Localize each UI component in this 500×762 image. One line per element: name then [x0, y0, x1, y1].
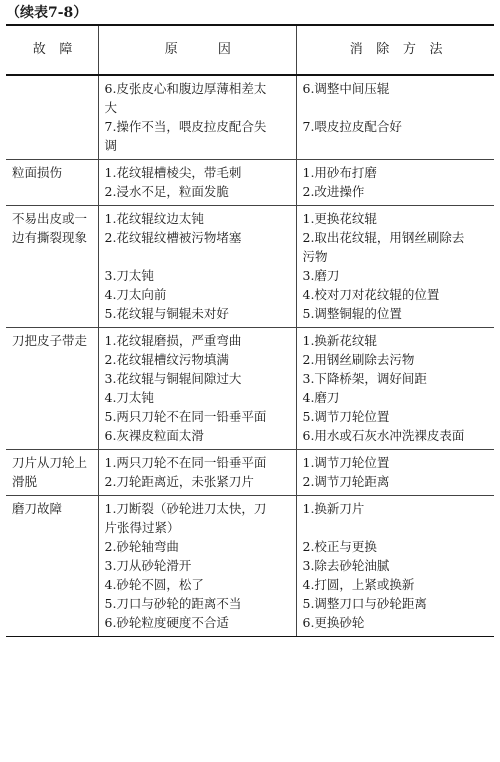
- fault-cell: 刀把皮子带走: [6, 328, 98, 450]
- remedy-item-line: 1.更换花纹辊: [302, 211, 377, 226]
- cause-item-line: 2.花纹辊纹槽被污物堵塞: [104, 230, 242, 245]
- cause-item-line: 3.刀从砂轮滑开: [104, 558, 192, 573]
- cause-item-line: 6.灰裸皮粒面太滑: [104, 428, 204, 443]
- remedy-cell: [296, 328, 494, 450]
- cause-item-line: 4.砂轮不圆，松了: [104, 577, 204, 592]
- fault-table-body: [6, 75, 494, 637]
- remedy-item-line: 2.改进操作: [302, 184, 365, 199]
- remedy-cell: [296, 450, 494, 496]
- cause-item-line: 1.花纹辊磨损，严重弯曲: [104, 333, 242, 348]
- remedy-item-line: 6.调整中间压辊: [302, 81, 390, 96]
- header-cause: 原 因: [98, 25, 296, 75]
- cause-item-line: 片张得过紧）: [104, 520, 180, 535]
- remedy-item-line: 4.校对刀对花纹辊的位置: [302, 287, 440, 302]
- cause-item-line: 1.刀断裂（砂轮进刀太快，刀: [104, 501, 267, 516]
- header-fault: 故 障: [6, 25, 98, 75]
- remedy-item-line: 5.调整铜辊的位置: [302, 306, 402, 321]
- cause-item-line: 2.刀轮距离近，未张紧刀片: [104, 474, 254, 489]
- remedy-item-line: 1.换新刀片: [302, 501, 365, 516]
- cause-item-line: 1.花纹辊槽棱尖，带毛刺: [104, 165, 242, 180]
- remedy-item-line: 5.调节刀轮位置: [302, 409, 390, 424]
- cause-cell: [98, 328, 296, 450]
- table-row: [6, 328, 494, 450]
- header-remedy: 消 除 方 法: [296, 25, 494, 75]
- cause-item-line: 调: [104, 138, 118, 153]
- remedy-item-line: 1.调节刀轮位置: [302, 455, 390, 470]
- cause-item-line: 2.花纹辊槽纹污物填满: [104, 352, 229, 367]
- fault-cell: 磨刀故障: [6, 496, 98, 637]
- remedy-item-line: 2.调节刀轮距离: [302, 474, 390, 489]
- table-row: [6, 450, 494, 496]
- remedy-item-line: 污物: [302, 249, 328, 264]
- cause-item-line: 2.浸水不足，粒面发脆: [104, 184, 229, 199]
- remedy-item-line: 1.换新花纹辊: [302, 333, 377, 348]
- remedy-item-line: 3.除去砂轮油腻: [302, 558, 390, 573]
- remedy-cell: [296, 160, 494, 206]
- cause-item-line: 6.砂轮粒度硬度不合适: [104, 615, 229, 630]
- cause-item-line: 1.两只刀轮不在同一铅垂平面: [104, 455, 267, 470]
- cause-cell: [98, 75, 296, 160]
- remedy-item-line: 2.用钢丝刷除去污物: [302, 352, 415, 367]
- remedy-cell: [296, 206, 494, 328]
- remedy-spacer: [303, 98, 491, 117]
- remedy-item-line: 6.用水或石灰水冲洗裸皮表面: [302, 428, 465, 443]
- table-row: [6, 206, 494, 328]
- fault-cell: [6, 75, 98, 160]
- remedy-item-line: 6.更换砂轮: [302, 615, 365, 630]
- cause-cell: [98, 160, 296, 206]
- remedy-item-line: 3.磨刀: [302, 268, 340, 283]
- cause-item-line: 5.花纹辊与铜辊未对好: [104, 306, 229, 321]
- fault-table: [6, 24, 494, 637]
- remedy-item-line: 5.调整刀口与砂轮距离: [302, 596, 427, 611]
- remedy-item-line: 4.磨刀: [302, 390, 340, 405]
- remedy-item-line: 2.取出花纹辊，用钢丝刷除去: [302, 230, 465, 245]
- remedy-item-line: 7.喂皮拉皮配合好: [302, 119, 402, 134]
- cause-item-line: 7.操作不当，喂皮拉皮配合失: [104, 119, 267, 134]
- cause-item-line: 4.刀太向前: [104, 287, 167, 302]
- cause-item-line: 4.刀太钝: [104, 390, 154, 405]
- cause-spacer: [105, 247, 292, 266]
- cause-item-line: 2.砂轮轴弯曲: [104, 539, 179, 554]
- cause-item-line: 3.花纹辊与铜辊间隙过大: [104, 371, 242, 386]
- fault-cell: 刀片从刀轮上滑脱: [6, 450, 98, 496]
- cause-item-line: 3.刀太钝: [104, 268, 154, 283]
- remedy-cell: [296, 496, 494, 637]
- cause-item-line: 6.皮张皮心和腹边厚薄相差太: [104, 81, 267, 96]
- remedy-item-line: 3.下降桥架，调好间距: [302, 371, 427, 386]
- table-row: [6, 75, 494, 160]
- table-caption: （续表7-8）: [6, 5, 88, 21]
- header-row: [6, 25, 494, 75]
- cause-item-line: 5.两只刀轮不在同一铅垂平面: [104, 409, 267, 424]
- remedy-spacer: [303, 136, 491, 155]
- table-row: [6, 496, 494, 637]
- cause-item-line: 1.花纹辊纹边太钝: [104, 211, 204, 226]
- cause-cell: [98, 450, 296, 496]
- fault-cell: 粒面损伤: [6, 160, 98, 206]
- remedy-spacer: [303, 518, 491, 537]
- remedy-item-line: 1.用砂布打磨: [302, 165, 377, 180]
- table-row: [6, 160, 494, 206]
- cause-item-line: 大: [104, 100, 118, 115]
- remedy-item-line: 4.打圆，上紧或换新: [302, 577, 415, 592]
- cause-cell: [98, 496, 296, 637]
- cause-item-line: 5.刀口与砂轮的距离不当: [104, 596, 242, 611]
- remedy-cell: [296, 75, 494, 160]
- fault-cell: 不易出皮或一边有撕裂现象: [6, 206, 98, 328]
- remedy-item-line: 2.校正与更换: [302, 539, 377, 554]
- cause-cell: [98, 206, 296, 328]
